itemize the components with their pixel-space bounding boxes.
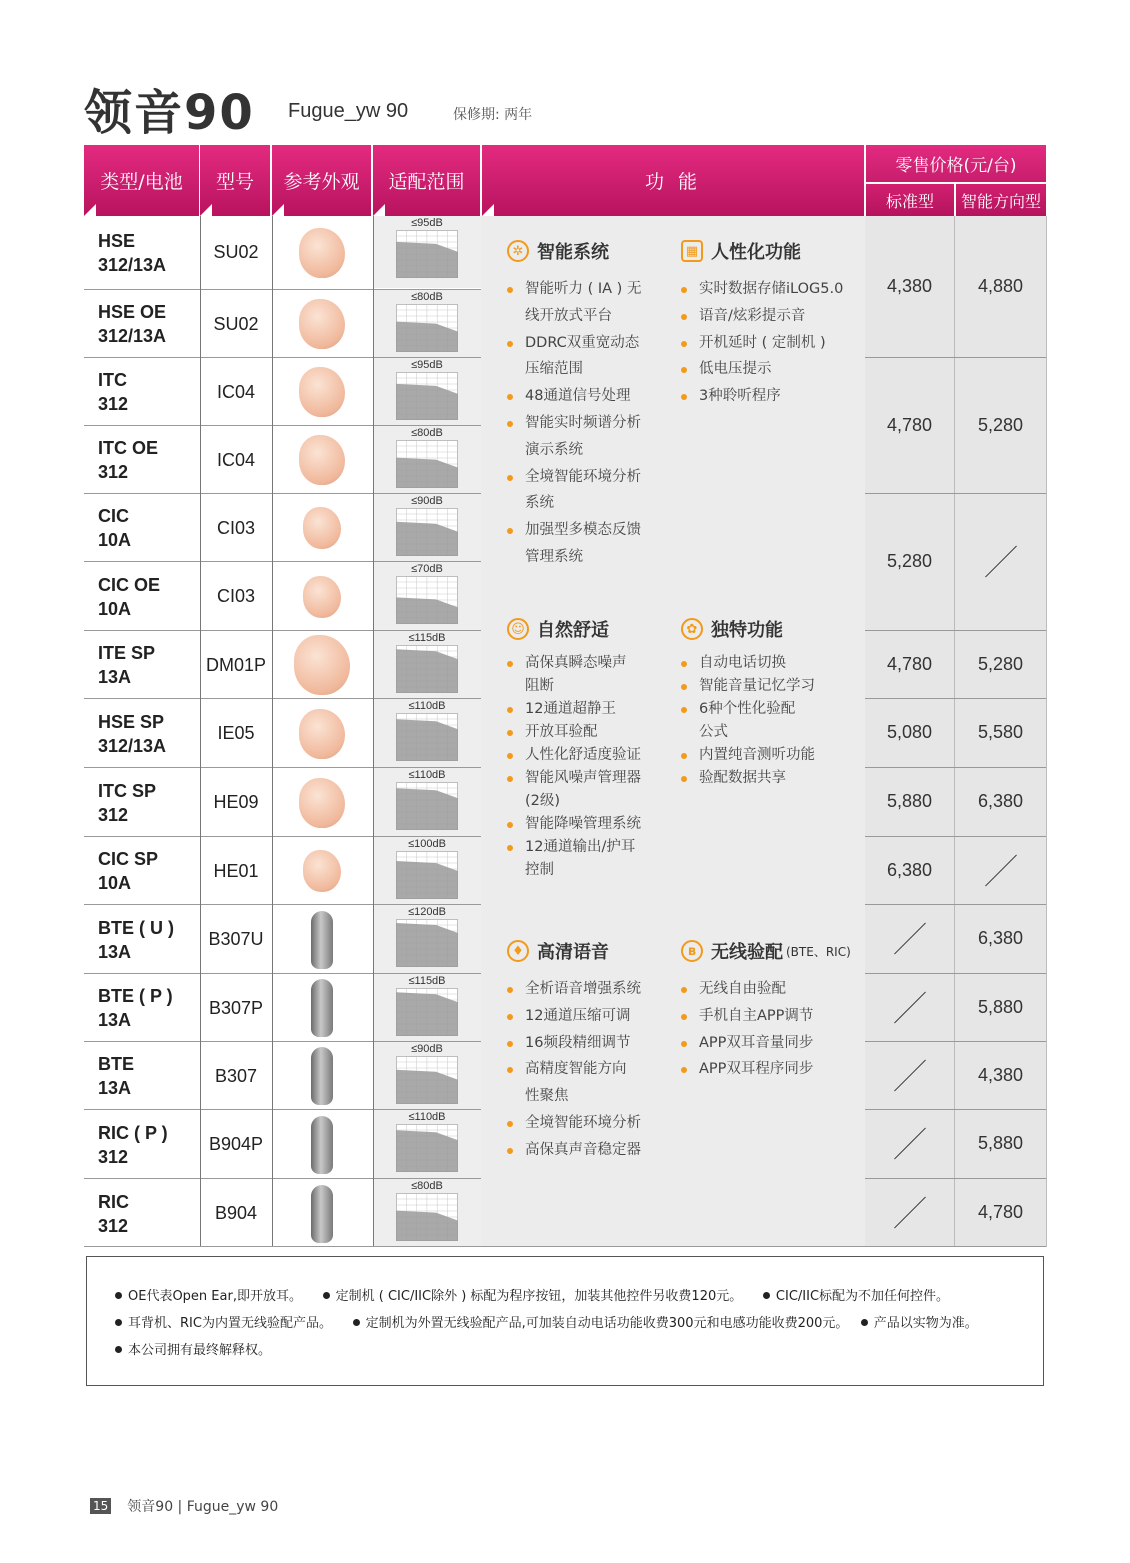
col-divider bbox=[200, 216, 201, 1247]
custom-hearing-aid-image bbox=[299, 435, 345, 485]
model-number: HE01 bbox=[213, 860, 259, 881]
not-available-slash bbox=[955, 493, 1046, 630]
appearance-image bbox=[272, 562, 372, 631]
slash-icon bbox=[894, 1197, 926, 1229]
function-item: 公式 bbox=[699, 724, 728, 740]
battery-size: 13A bbox=[98, 941, 132, 962]
function-item: 48通道信号处理 bbox=[507, 383, 657, 410]
battery-size: 10A bbox=[98, 873, 132, 893]
microphone-icon: ♦ bbox=[507, 940, 529, 962]
type-name: BTE bbox=[98, 1054, 134, 1074]
voice-list bbox=[507, 976, 657, 1164]
model-number: SU02 bbox=[213, 313, 259, 334]
price-directional: 6,380 bbox=[977, 791, 1024, 811]
table-row bbox=[84, 493, 481, 562]
audiogram-chart bbox=[396, 440, 458, 488]
model-number: CI03 bbox=[216, 586, 256, 606]
model-number: IC04 bbox=[216, 449, 256, 470]
function-item: 开放耳验配 bbox=[507, 721, 657, 744]
type-name: RIC ( P ) bbox=[98, 1122, 168, 1143]
humanized-list bbox=[681, 276, 861, 410]
fitting-range-label: ≤90dB bbox=[411, 1043, 443, 1055]
battery-size: 10A bbox=[98, 598, 132, 619]
function-panel bbox=[481, 216, 865, 1247]
product-type bbox=[98, 837, 198, 905]
wireless-heading: ʙ 无线验配 (BTE、RIC) bbox=[681, 938, 851, 964]
audiogram-chart bbox=[396, 304, 458, 352]
fitting-range-label: ≤70dB bbox=[411, 563, 443, 575]
appearance-image bbox=[272, 974, 372, 1042]
page-number: 15 bbox=[90, 1498, 111, 1514]
appearance-image bbox=[272, 905, 372, 974]
slash-icon bbox=[985, 854, 1017, 886]
battery-size: 312 bbox=[98, 1215, 129, 1236]
unique-list bbox=[681, 652, 851, 790]
price-standard: 5,880 bbox=[886, 791, 933, 811]
model-number: B307 bbox=[214, 1065, 258, 1086]
not-available-slash bbox=[865, 904, 954, 973]
fitting-range bbox=[373, 974, 481, 1041]
price-directional: 5,880 bbox=[977, 996, 1024, 1017]
price-standard: 4,780 bbox=[886, 653, 933, 674]
product-code: Fugue_yw 90 bbox=[288, 100, 409, 122]
fitting-range bbox=[373, 1110, 481, 1178]
bte-hearing-aid-image bbox=[311, 1047, 333, 1105]
product-type bbox=[98, 974, 198, 1042]
fitting-range bbox=[373, 290, 481, 357]
audiogram-chart bbox=[396, 851, 458, 899]
function-item: 高保真瞬态噪声 bbox=[507, 652, 657, 675]
type-name: ITE SP bbox=[98, 643, 156, 663]
header-range: 适配范围 bbox=[373, 145, 480, 216]
type-name: CIC OE bbox=[98, 574, 161, 595]
type-name: RIC bbox=[98, 1191, 129, 1212]
table-row bbox=[84, 973, 481, 1042]
grid-icon: ▦ bbox=[681, 240, 703, 262]
table-row bbox=[84, 561, 481, 631]
product-type bbox=[98, 290, 198, 358]
fitting-range-label: ≤110dB bbox=[408, 769, 446, 781]
function-item: 加强型多模态反馈 bbox=[507, 517, 657, 544]
model-number: IC04 bbox=[216, 381, 256, 402]
appearance-image bbox=[272, 358, 372, 426]
note-line-3: 本公司拥有最终解释权。 bbox=[115, 1339, 271, 1358]
product-type bbox=[98, 1110, 198, 1179]
fitting-range bbox=[373, 494, 481, 561]
bte-hearing-aid-image bbox=[311, 979, 333, 1037]
function-item: 智能音量记忆学习 bbox=[681, 675, 851, 698]
appearance-image bbox=[272, 426, 372, 494]
header-function: 功 能 bbox=[482, 145, 864, 216]
slash-icon bbox=[894, 991, 926, 1023]
function-item: 手机自主APP调节 bbox=[681, 1003, 851, 1030]
audiogram-chart bbox=[396, 1056, 458, 1104]
slash-icon bbox=[894, 1128, 926, 1160]
function-item: 语音/炫彩提示音 bbox=[681, 303, 861, 330]
appearance-image bbox=[272, 216, 372, 289]
fitting-range-label: ≤115dB bbox=[408, 632, 446, 644]
type-name: ITC SP bbox=[98, 780, 157, 801]
fitting-range-label: ≤100dB bbox=[408, 838, 446, 850]
type-name: HSE SP bbox=[98, 711, 165, 732]
function-item: 全析语音增强系统 bbox=[507, 976, 657, 1003]
not-available-slash bbox=[865, 1109, 954, 1178]
type-name: HSE OE bbox=[98, 302, 167, 322]
function-item: 12通道压缩可调 bbox=[507, 1003, 657, 1030]
appearance-image bbox=[272, 837, 372, 905]
not-available-slash bbox=[955, 836, 1046, 904]
col-divider bbox=[272, 216, 273, 1247]
audiogram-chart bbox=[396, 988, 458, 1036]
table-row bbox=[84, 1178, 481, 1248]
voice-heading: ♦ 高清语音 bbox=[507, 938, 609, 964]
price-standard: 5,080 bbox=[886, 722, 933, 742]
appearance-image bbox=[272, 699, 372, 768]
product-type bbox=[98, 768, 198, 837]
function-item: 智能实时频谱分析 bbox=[507, 410, 657, 437]
note-line-2: 耳背机、RIC为内置无线验配产品。 定制机为外置无线验配产品,可加装自动电话功能收费300元和电感功能收费200元。 产品以实物为准。 bbox=[115, 1312, 978, 1331]
header-price: 零售价格(元/台) bbox=[866, 145, 1046, 182]
type-name: CIC bbox=[98, 506, 129, 526]
fitting-range-label: ≤95dB bbox=[411, 217, 443, 229]
product-type bbox=[98, 426, 198, 494]
function-item: APP双耳程序同步 bbox=[681, 1056, 851, 1083]
note-line-1: OE代表Open Ear,即开放耳。 定制机 ( CIC/IIC除外 ) 标配为程序按钮，加装其他控件另收费120元。 CIC/IIC标配为不加任何控件。 bbox=[115, 1285, 949, 1304]
function-item: 智能风噪声管理器 bbox=[507, 767, 657, 790]
header-directional: 智能方向型 bbox=[956, 184, 1046, 216]
function-item: 无线自由验配 bbox=[681, 976, 851, 1003]
appearance-image bbox=[272, 1042, 372, 1110]
price-directional: 5,880 bbox=[977, 1133, 1024, 1153]
slash-icon bbox=[894, 923, 926, 955]
model-number: IE05 bbox=[217, 723, 255, 743]
footer-text: 领音90 | Fugue_yw 90 bbox=[127, 1499, 279, 1515]
table-row bbox=[84, 216, 481, 289]
fitting-range bbox=[373, 699, 481, 767]
audiogram-chart bbox=[396, 782, 458, 830]
smile-icon: ☺ bbox=[507, 618, 529, 640]
table-row bbox=[84, 425, 481, 494]
product-type bbox=[98, 562, 198, 631]
function-item: 智能降噪管理系统 bbox=[507, 813, 657, 836]
fitting-range-label: ≤90dB bbox=[411, 495, 443, 507]
fitting-range-label: ≤115dB bbox=[408, 975, 446, 987]
star-icon: ✿ bbox=[681, 618, 703, 640]
function-item: 高保真声音稳定器 bbox=[507, 1137, 657, 1164]
model-number: DM01P bbox=[205, 654, 267, 675]
fitting-range-label: ≤80dB bbox=[411, 291, 443, 303]
smart-system-heading: ✲ 智能系统 bbox=[507, 238, 609, 264]
gear-icon: ✲ bbox=[507, 240, 529, 262]
warranty-text: 保修期: 两年 bbox=[453, 107, 533, 123]
comfort-heading: ☺ 自然舒适 bbox=[507, 616, 609, 642]
function-item: 16频段精细调节 bbox=[507, 1030, 657, 1057]
battery-size: 10A bbox=[98, 530, 132, 550]
type-name: HSE bbox=[98, 230, 136, 251]
custom-hearing-aid-image bbox=[303, 507, 341, 549]
function-item: 全境智能环境分析 bbox=[507, 464, 657, 491]
type-name: BTE ( U ) bbox=[98, 917, 174, 938]
function-item: 6种个性化验配 bbox=[681, 698, 851, 721]
humanized-heading: ▦ 人性化功能 bbox=[681, 238, 801, 264]
function-item: 演示系统 bbox=[525, 441, 583, 458]
battery-size: 312/13A bbox=[98, 254, 167, 275]
custom-hearing-aid-image bbox=[299, 367, 345, 417]
function-item: 线开放式平台 bbox=[525, 307, 612, 324]
price-directional: 4,880 bbox=[977, 276, 1024, 296]
function-item: 管理系统 bbox=[525, 548, 583, 565]
audiogram-chart bbox=[396, 1193, 458, 1241]
fitting-range bbox=[373, 216, 481, 288]
function-item: 全境智能环境分析 bbox=[507, 1110, 657, 1137]
function-item: 智能听力 ( IA ) 无 bbox=[507, 276, 657, 303]
table-row bbox=[84, 836, 481, 905]
function-item: (2级) bbox=[525, 793, 561, 809]
fitting-range-label: ≤110dB bbox=[408, 700, 446, 712]
slash-icon bbox=[985, 546, 1017, 578]
fitting-range bbox=[373, 1042, 481, 1109]
battery-size: 13A bbox=[98, 1010, 132, 1030]
table-row bbox=[84, 1109, 481, 1179]
audiogram-chart bbox=[396, 713, 458, 761]
type-name: BTE ( P ) bbox=[98, 986, 173, 1006]
price-directional: 5,580 bbox=[977, 722, 1024, 742]
function-item: APP双耳音量同步 bbox=[681, 1030, 851, 1057]
model-number: B904P bbox=[208, 1134, 264, 1154]
model-number: HE09 bbox=[213, 792, 259, 812]
bluetooth-icon: ʙ bbox=[681, 940, 703, 962]
table-row bbox=[84, 357, 481, 426]
product-type bbox=[98, 494, 198, 562]
product-type bbox=[98, 1179, 198, 1248]
price-directional: 4,780 bbox=[977, 1202, 1024, 1222]
fitting-range bbox=[373, 426, 481, 493]
wireless-list bbox=[681, 976, 851, 1083]
type-name: ITC bbox=[98, 370, 127, 390]
battery-size: 312 bbox=[98, 394, 129, 414]
audiogram-chart bbox=[396, 372, 458, 420]
fitting-range bbox=[373, 905, 481, 973]
battery-size: 312 bbox=[98, 1146, 129, 1167]
header-standard: 标准型 bbox=[866, 184, 954, 216]
function-item: 高精度智能方向 bbox=[507, 1056, 657, 1083]
page-footer bbox=[90, 1496, 278, 1516]
model-number: B307P bbox=[208, 997, 264, 1018]
function-item: 实时数据存储iLOG5.0 bbox=[681, 276, 861, 303]
function-item: DDRC双重宽动态 bbox=[507, 330, 657, 357]
fitting-range-label: ≤120dB bbox=[408, 906, 446, 918]
price-directional: 6,380 bbox=[977, 928, 1024, 948]
function-item: 自动电话切换 bbox=[681, 652, 851, 675]
function-item: 低电压提示 bbox=[681, 356, 861, 383]
fitting-range bbox=[373, 562, 481, 630]
appearance-image bbox=[272, 631, 372, 699]
function-item: 12通道超静王 bbox=[507, 698, 657, 721]
audiogram-chart bbox=[396, 919, 458, 967]
table-row bbox=[84, 630, 481, 699]
table-row bbox=[84, 767, 481, 837]
not-available-slash bbox=[865, 1041, 954, 1109]
price-standard: 4,380 bbox=[886, 276, 933, 296]
price-standard: 5,280 bbox=[886, 551, 933, 571]
product-type bbox=[98, 631, 198, 699]
battery-size: 312 bbox=[98, 804, 129, 825]
price-standard: 4,780 bbox=[886, 414, 933, 435]
wireless-note: (BTE、RIC) bbox=[786, 944, 851, 959]
battery-size: 312 bbox=[98, 462, 129, 482]
appearance-image bbox=[272, 1179, 372, 1248]
battery-size: 312/13A bbox=[98, 326, 167, 346]
audiogram-chart bbox=[396, 645, 458, 693]
bte-hearing-aid-image bbox=[311, 911, 333, 969]
not-available-slash bbox=[865, 1178, 954, 1247]
fitting-range bbox=[373, 1179, 481, 1247]
custom-hearing-aid-image bbox=[303, 850, 341, 892]
function-item: 开机延时 ( 定制机 ) bbox=[681, 330, 861, 357]
header-model: 型号 bbox=[200, 145, 270, 216]
audiogram-chart bbox=[396, 230, 458, 278]
custom-hearing-aid-image bbox=[299, 709, 345, 759]
price-divider bbox=[1046, 216, 1047, 1247]
function-item: 系统 bbox=[525, 495, 554, 512]
price-directional: 5,280 bbox=[977, 653, 1024, 674]
fitting-range bbox=[373, 358, 481, 425]
appearance-image bbox=[272, 290, 372, 358]
fitting-range-label: ≤110dB bbox=[408, 1111, 446, 1123]
function-item: 12通道输出/护耳 bbox=[507, 836, 657, 859]
fitting-range-label: ≤80dB bbox=[411, 427, 443, 439]
table-row bbox=[84, 698, 481, 768]
notes-box bbox=[86, 1256, 1044, 1386]
comfort-list bbox=[507, 652, 657, 882]
smart-system-list bbox=[507, 276, 657, 571]
custom-hearing-aid-image bbox=[299, 228, 345, 278]
function-item: 压缩范围 bbox=[525, 361, 583, 378]
price-standard: 6,380 bbox=[886, 859, 933, 880]
battery-size: 13A bbox=[98, 667, 132, 687]
fitting-range bbox=[373, 837, 481, 904]
custom-hearing-aid-image bbox=[299, 299, 345, 349]
audiogram-chart bbox=[396, 508, 458, 556]
fitting-range bbox=[373, 768, 481, 836]
fitting-range-label: ≤95dB bbox=[411, 359, 443, 371]
product-type bbox=[98, 699, 198, 768]
battery-size: 312/13A bbox=[98, 735, 167, 756]
header-type: 类型/电池 bbox=[84, 145, 199, 216]
type-name: CIC SP bbox=[98, 849, 159, 869]
model-number: B307U bbox=[208, 929, 264, 949]
model-number: B904 bbox=[214, 1203, 258, 1223]
type-name: ITC OE bbox=[98, 438, 159, 458]
table-row bbox=[84, 904, 481, 974]
function-item: 控制 bbox=[525, 862, 554, 878]
appearance-image bbox=[272, 494, 372, 562]
bte-hearing-aid-image bbox=[311, 1185, 333, 1243]
function-item: 阻断 bbox=[525, 678, 554, 694]
model-number: SU02 bbox=[213, 242, 259, 262]
slash-icon bbox=[894, 1059, 926, 1091]
not-available-slash bbox=[865, 973, 954, 1041]
function-item: 人性化舒适度验证 bbox=[507, 744, 657, 767]
custom-hearing-aid-image bbox=[303, 576, 341, 618]
product-type bbox=[98, 358, 198, 426]
table-bottom bbox=[84, 1246, 1046, 1247]
product-type bbox=[98, 1042, 198, 1110]
page-title: 领音90 bbox=[84, 85, 255, 141]
audiogram-chart bbox=[396, 1124, 458, 1172]
model-number: CI03 bbox=[216, 517, 256, 538]
function-item: 3种聆听程序 bbox=[681, 383, 861, 410]
product-type bbox=[98, 216, 198, 289]
col-divider bbox=[373, 216, 374, 1247]
table-row bbox=[84, 289, 481, 358]
battery-size: 13A bbox=[98, 1078, 132, 1098]
price-directional: 5,280 bbox=[977, 414, 1024, 435]
function-item: 内置纯音测听功能 bbox=[681, 744, 851, 767]
appearance-image bbox=[272, 768, 372, 837]
custom-hearing-aid-image bbox=[299, 778, 345, 828]
price-directional: 4,380 bbox=[977, 1064, 1024, 1085]
appearance-image bbox=[272, 1110, 372, 1179]
header-appearance: 参考外观 bbox=[272, 145, 371, 216]
table-row bbox=[84, 1041, 481, 1110]
fitting-range bbox=[373, 631, 481, 698]
product-type bbox=[98, 905, 198, 974]
bte-hearing-aid-image bbox=[311, 1116, 333, 1174]
custom-hearing-aid-image bbox=[294, 635, 350, 695]
function-item: 性聚焦 bbox=[525, 1088, 569, 1105]
function-item: 验配数据共享 bbox=[681, 767, 851, 790]
audiogram-chart bbox=[396, 576, 458, 624]
fitting-range-label: ≤80dB bbox=[411, 1180, 443, 1192]
unique-heading: ✿ 独特功能 bbox=[681, 616, 783, 642]
